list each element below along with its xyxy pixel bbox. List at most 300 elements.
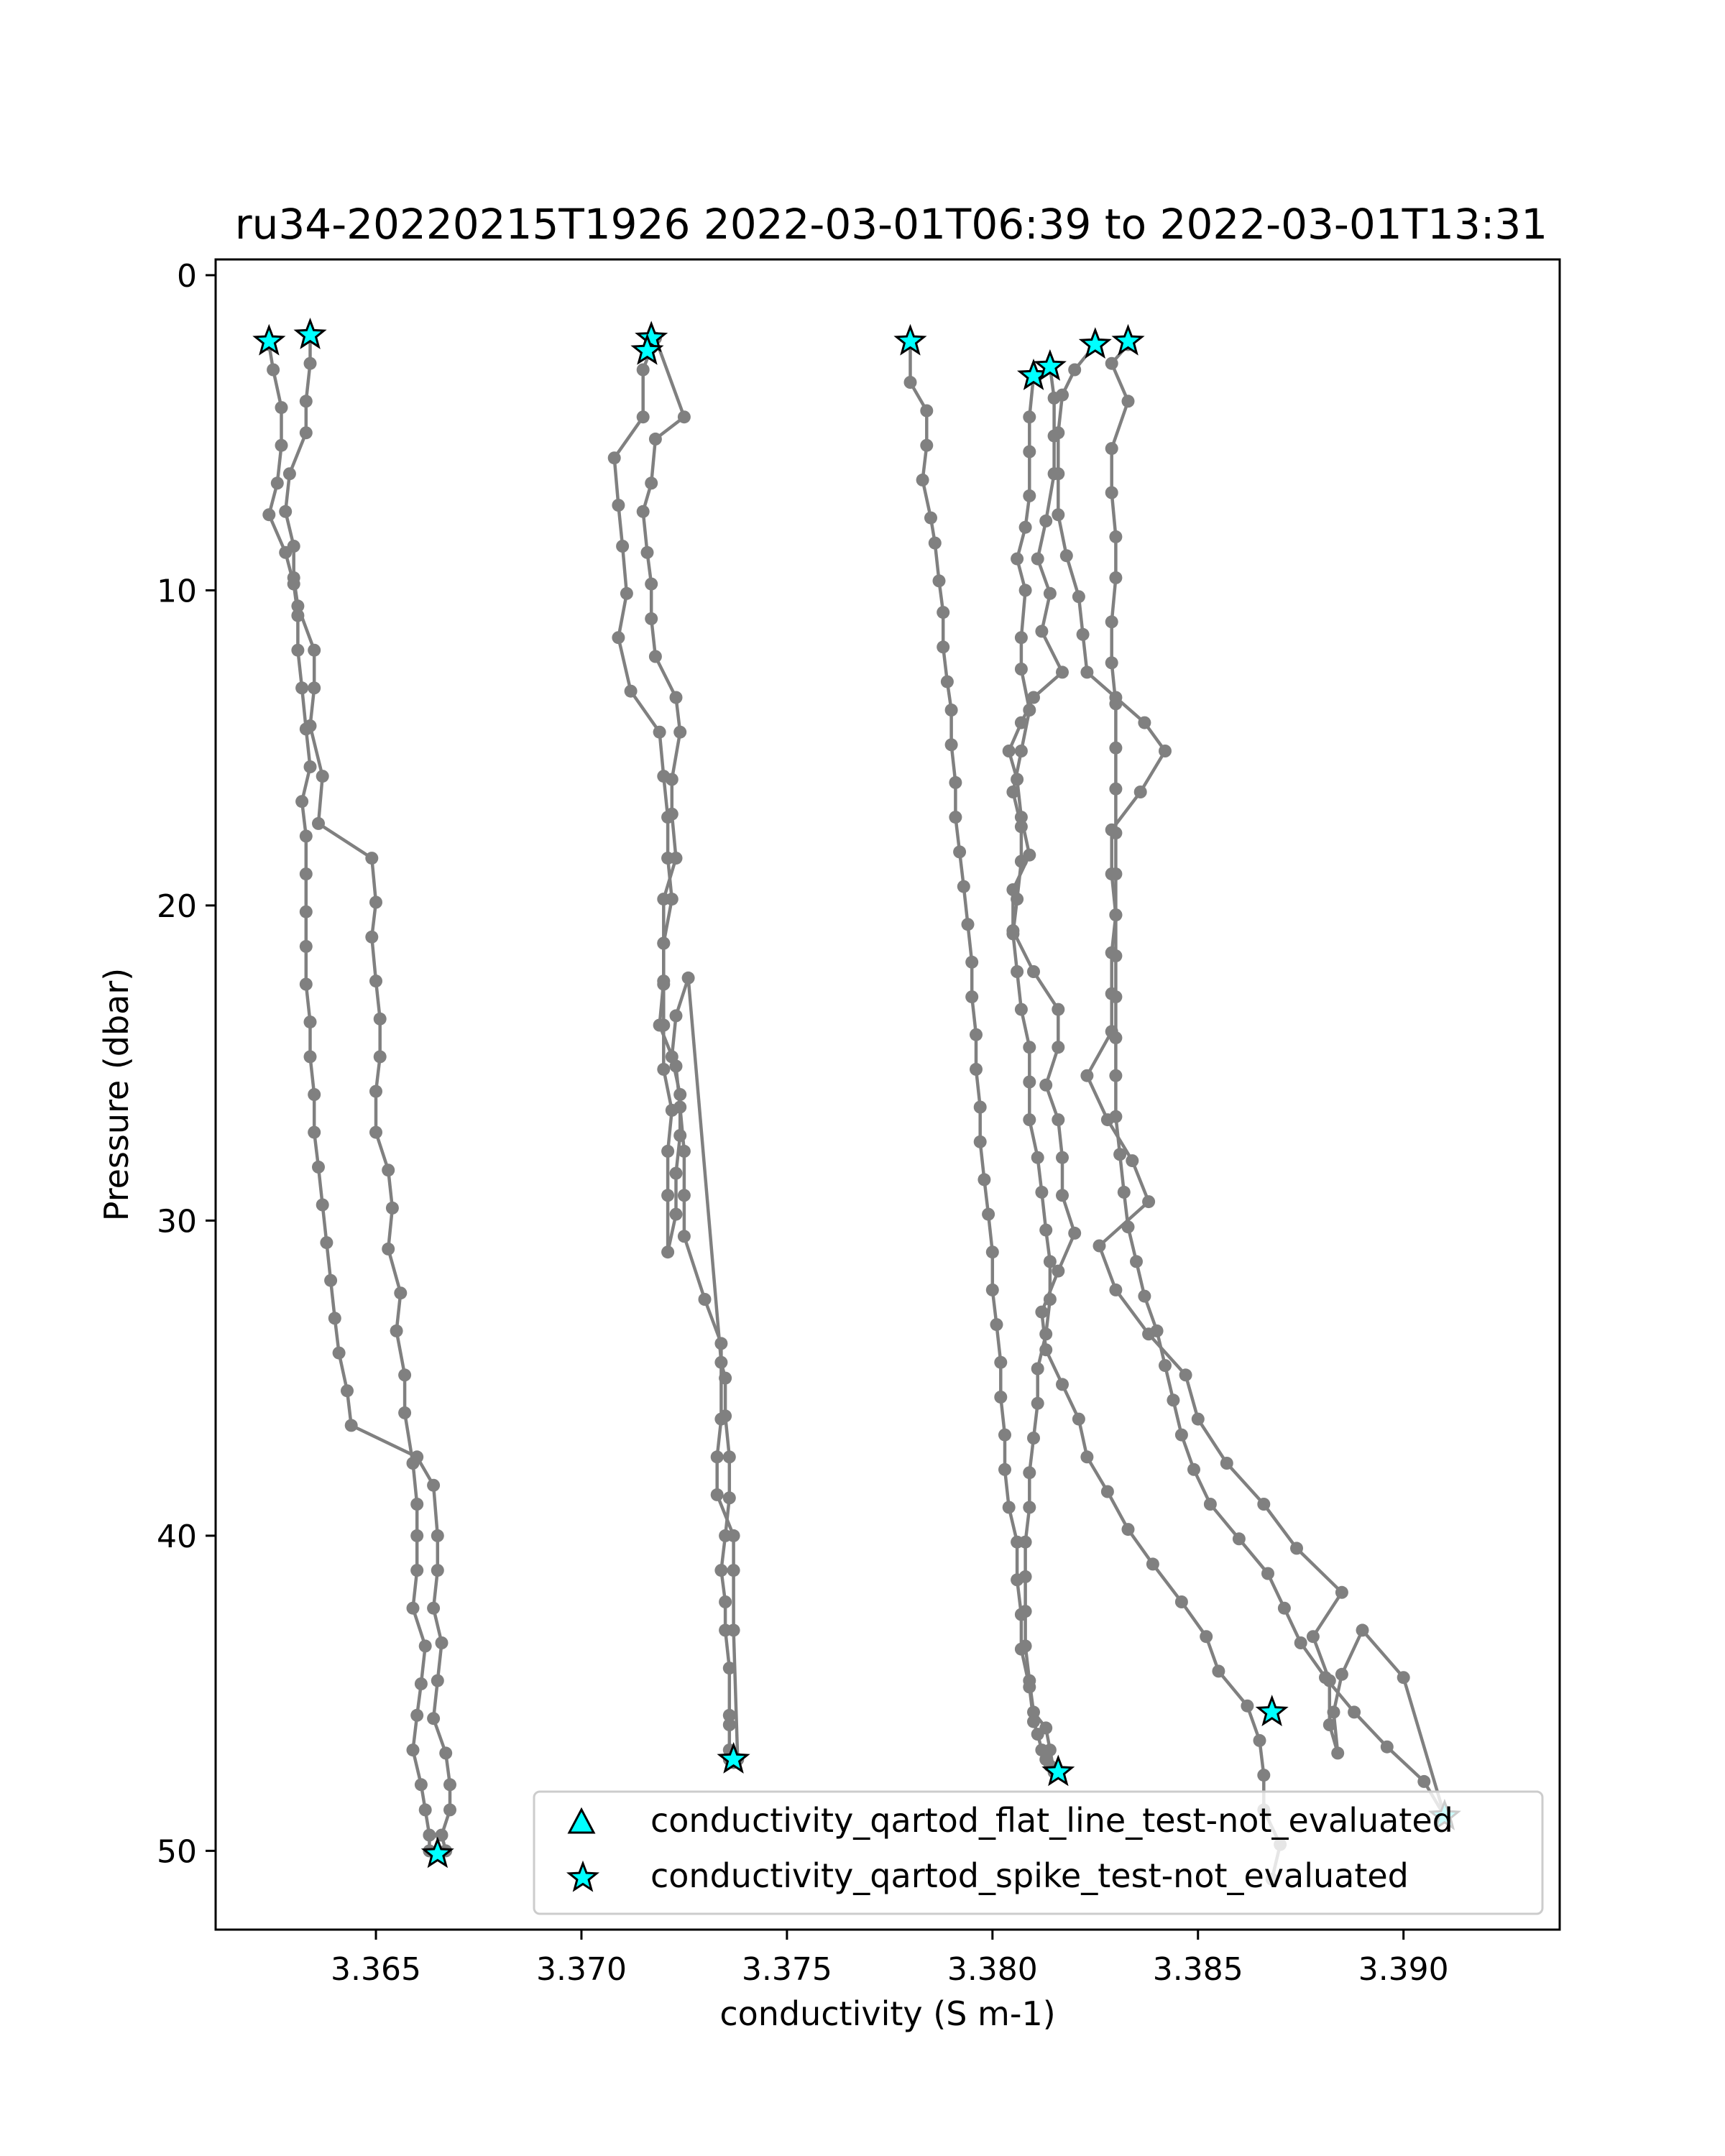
data-point	[1044, 1743, 1057, 1756]
data-point	[998, 1429, 1011, 1442]
data-point	[916, 474, 929, 487]
data-point	[308, 644, 321, 657]
data-point	[1068, 1227, 1081, 1240]
data-point	[1019, 1605, 1032, 1618]
data-point	[1015, 631, 1028, 644]
data-point	[374, 1050, 387, 1063]
data-point	[1015, 717, 1028, 729]
data-point	[970, 1028, 983, 1041]
data-point	[1179, 1368, 1192, 1381]
data-point	[427, 1602, 440, 1615]
data-point	[1039, 1079, 1052, 1092]
data-point	[300, 906, 313, 918]
data-point	[1052, 1003, 1064, 1016]
data-point	[410, 1709, 423, 1722]
data-point	[1035, 1306, 1048, 1319]
data-point	[1105, 357, 1118, 370]
data-point	[699, 1293, 712, 1306]
data-point	[1348, 1705, 1361, 1718]
data-point	[678, 1230, 691, 1243]
data-point	[369, 1085, 382, 1098]
data-point	[1105, 442, 1118, 455]
data-point	[1052, 1265, 1064, 1278]
data-point	[1039, 1721, 1052, 1734]
data-point	[1019, 1570, 1032, 1583]
data-point	[369, 896, 382, 909]
data-point	[1031, 1151, 1044, 1164]
data-point	[998, 1463, 1011, 1476]
data-point	[1031, 1397, 1044, 1410]
data-point	[653, 1019, 666, 1032]
data-point	[439, 1746, 452, 1759]
data-point	[1027, 1705, 1040, 1718]
data-point	[645, 476, 658, 489]
x-tick-label: 3.385	[1152, 1951, 1243, 1988]
y-tick-label: 50	[157, 1833, 197, 1871]
data-point	[1109, 826, 1122, 839]
data-point	[682, 972, 695, 985]
data-point	[1052, 508, 1064, 521]
data-point	[308, 1126, 321, 1139]
data-point	[670, 1009, 683, 1022]
data-point	[1109, 908, 1122, 921]
data-point	[312, 1161, 325, 1174]
data-point	[1159, 745, 1172, 757]
data-point	[279, 505, 292, 518]
data-point	[316, 1199, 329, 1212]
data-point	[407, 1457, 420, 1470]
data-point	[1200, 1630, 1213, 1643]
data-point	[1019, 1639, 1032, 1652]
legend-label-spike: conductivity_qartod_spike_test-not_evaluated	[650, 1856, 1409, 1895]
data-point	[1126, 1154, 1138, 1167]
data-point	[1015, 663, 1028, 676]
data-point	[990, 1318, 1003, 1331]
data-point	[1307, 1630, 1320, 1643]
data-point	[949, 811, 962, 824]
data-point	[637, 364, 650, 377]
data-point	[945, 704, 958, 717]
data-point	[423, 1829, 436, 1842]
y-tick-label: 10	[157, 573, 197, 610]
data-point	[1077, 628, 1090, 641]
data-point	[415, 1677, 428, 1690]
data-point	[673, 1101, 686, 1114]
data-point	[1019, 521, 1032, 534]
data-point	[407, 1743, 420, 1756]
data-point	[1290, 1542, 1303, 1554]
data-point	[1204, 1498, 1217, 1511]
y-tick-label: 0	[177, 257, 197, 295]
data-point	[1056, 389, 1069, 402]
data-point	[666, 808, 678, 821]
data-point	[670, 1208, 683, 1221]
data-point	[649, 433, 662, 446]
data-point	[415, 1778, 428, 1791]
data-point	[978, 1173, 990, 1186]
data-point	[1109, 697, 1122, 710]
data-point	[407, 1602, 420, 1615]
data-point	[431, 1674, 444, 1687]
data-point	[1006, 924, 1019, 937]
data-point	[1417, 1775, 1430, 1788]
data-point	[419, 1803, 432, 1816]
data-point	[933, 574, 946, 587]
data-point	[345, 1419, 358, 1432]
data-point	[390, 1325, 403, 1337]
y-tick-label: 20	[157, 888, 197, 925]
data-point	[300, 395, 313, 407]
data-point	[1192, 1413, 1205, 1426]
data-point	[723, 1450, 736, 1463]
data-point	[1331, 1746, 1344, 1759]
data-point	[1319, 1671, 1332, 1684]
data-point	[1039, 1343, 1052, 1356]
data-point	[1027, 691, 1040, 704]
x-tick-label: 3.365	[331, 1951, 422, 1988]
data-point	[612, 631, 625, 644]
data-point	[714, 1337, 727, 1350]
data-point	[1027, 1432, 1040, 1445]
data-point	[324, 1274, 337, 1287]
data-point	[431, 1529, 444, 1542]
data-point	[300, 426, 313, 439]
data-point	[308, 1088, 321, 1101]
data-point	[1031, 553, 1044, 566]
data-point	[1044, 587, 1057, 600]
data-point	[320, 1236, 333, 1249]
data-point	[1027, 965, 1040, 978]
data-point	[1130, 1255, 1143, 1268]
data-point	[1015, 1003, 1028, 1016]
data-point	[1257, 1498, 1270, 1511]
data-point	[365, 931, 378, 944]
data-point	[666, 773, 678, 786]
data-point	[1335, 1586, 1348, 1599]
data-point	[965, 956, 978, 969]
data-point	[1261, 1567, 1274, 1580]
data-point	[1109, 1031, 1122, 1044]
data-point	[288, 571, 300, 584]
data-point	[673, 726, 686, 739]
data-point	[291, 599, 304, 612]
data-point	[1212, 1664, 1225, 1677]
data-point	[1335, 1668, 1348, 1681]
data-point	[986, 1245, 999, 1258]
data-point	[1052, 1041, 1064, 1054]
data-point	[1023, 1076, 1036, 1089]
data-point	[316, 770, 329, 783]
data-point	[994, 1391, 1007, 1404]
data-point	[657, 893, 670, 906]
data-point	[1105, 487, 1118, 499]
data-point	[641, 546, 654, 559]
data-point	[1023, 704, 1036, 717]
data-point	[382, 1164, 395, 1176]
data-point	[1056, 1189, 1069, 1202]
data-point	[410, 1498, 423, 1511]
data-point	[608, 451, 621, 464]
data-point	[436, 1636, 448, 1649]
data-point	[661, 1189, 674, 1202]
data-point	[657, 937, 670, 950]
data-point	[1175, 1595, 1188, 1608]
data-point	[1122, 1220, 1135, 1233]
data-point	[670, 1167, 683, 1180]
data-point	[1080, 1450, 1093, 1463]
data-point	[267, 364, 280, 377]
data-point	[283, 467, 296, 480]
data-point	[673, 1088, 686, 1101]
data-point	[924, 512, 937, 525]
data-point	[1187, 1463, 1200, 1476]
data-point	[711, 1450, 724, 1463]
data-point	[365, 852, 378, 865]
data-point	[1146, 1557, 1159, 1570]
data-point	[1105, 656, 1118, 669]
data-point	[1011, 773, 1024, 786]
data-point	[1019, 584, 1032, 596]
data-point	[291, 644, 304, 657]
x-tick-label: 3.390	[1358, 1951, 1449, 1988]
data-point	[974, 1101, 987, 1114]
data-point	[957, 880, 970, 893]
data-point	[714, 1356, 727, 1369]
data-point	[1220, 1457, 1233, 1470]
data-point	[374, 1013, 387, 1026]
data-point	[1080, 1069, 1093, 1082]
data-point	[1080, 665, 1093, 678]
data-point	[1039, 1327, 1052, 1340]
data-point	[1241, 1700, 1254, 1713]
data-point	[427, 1479, 440, 1492]
x-tick-label: 3.375	[741, 1951, 832, 1988]
data-point	[714, 1413, 727, 1426]
data-point	[1056, 665, 1069, 678]
data-point	[1093, 1240, 1106, 1253]
data-point	[1052, 426, 1064, 439]
data-point	[612, 499, 625, 512]
data-point	[661, 1145, 674, 1158]
data-point	[1323, 1718, 1336, 1731]
data-point	[1109, 783, 1122, 796]
data-point	[1328, 1705, 1340, 1718]
data-point	[431, 1564, 444, 1577]
data-point	[1052, 467, 1064, 480]
data-point	[962, 918, 975, 931]
data-point	[419, 1639, 432, 1652]
data-point	[410, 1564, 423, 1577]
data-point	[1105, 615, 1118, 628]
x-tick-label: 3.370	[535, 1951, 627, 1988]
data-point	[1109, 1069, 1122, 1082]
data-point	[1072, 1413, 1085, 1426]
data-point	[382, 1243, 395, 1256]
data-point	[300, 940, 313, 953]
data-point	[625, 685, 638, 698]
data-point	[1109, 1110, 1122, 1123]
data-point	[920, 405, 933, 418]
data-point	[1003, 1501, 1016, 1514]
data-point	[1134, 786, 1147, 798]
data-point	[288, 540, 300, 553]
data-point	[1167, 1393, 1179, 1406]
data-point	[1023, 489, 1036, 502]
data-point	[661, 1245, 674, 1258]
data-point	[328, 1312, 341, 1325]
data-point	[727, 1564, 740, 1577]
data-point	[394, 1286, 407, 1299]
data-point	[369, 1126, 382, 1139]
data-point	[1138, 1290, 1151, 1303]
data-point	[637, 505, 650, 518]
data-point	[300, 829, 313, 842]
data-point	[937, 640, 949, 653]
data-point	[714, 1564, 727, 1577]
data-point	[1023, 1041, 1036, 1054]
data-point	[398, 1406, 411, 1419]
y-axis-label: Pressure (dbar)	[97, 967, 136, 1222]
data-point	[1397, 1671, 1410, 1684]
y-tick-label: 30	[157, 1203, 197, 1240]
data-point	[1109, 571, 1122, 584]
data-point	[1006, 786, 1019, 798]
data-point	[443, 1778, 456, 1791]
data-point	[723, 1491, 736, 1504]
data-point	[1175, 1429, 1188, 1442]
data-point	[386, 1202, 399, 1215]
data-point	[678, 1189, 691, 1202]
data-point	[1109, 530, 1122, 543]
data-point	[1015, 811, 1028, 824]
data-point	[929, 537, 942, 550]
data-point	[1113, 1148, 1126, 1161]
data-point	[982, 1208, 995, 1221]
data-point	[653, 726, 666, 739]
data-point	[1003, 745, 1016, 757]
data-point	[262, 508, 275, 521]
data-point	[719, 1372, 732, 1385]
legend	[534, 1792, 1542, 1914]
data-point	[1356, 1623, 1369, 1636]
data-point	[1142, 1195, 1155, 1208]
data-point	[945, 738, 958, 751]
data-point	[1023, 410, 1036, 423]
data-point	[1023, 1466, 1036, 1479]
data-point	[1060, 549, 1073, 562]
data-point	[1294, 1636, 1307, 1649]
data-point	[637, 410, 650, 423]
data-point	[645, 578, 658, 591]
data-point	[1151, 1325, 1164, 1337]
data-point	[670, 1060, 683, 1073]
data-point	[1109, 867, 1122, 880]
data-point	[1109, 1284, 1122, 1296]
data-point	[1109, 742, 1122, 755]
data-point	[1023, 1113, 1036, 1126]
data-point	[937, 606, 949, 619]
data-point	[719, 1595, 732, 1608]
data-point	[295, 795, 308, 808]
data-point	[1072, 590, 1085, 603]
data-point	[312, 817, 325, 830]
data-point	[1109, 949, 1122, 962]
data-point	[711, 1488, 724, 1501]
data-point	[1031, 1363, 1044, 1376]
data-point	[649, 650, 662, 663]
data-point	[670, 852, 683, 865]
data-point	[1109, 990, 1122, 1003]
data-point	[1035, 1186, 1048, 1199]
data-point	[1254, 1734, 1266, 1747]
data-point	[443, 1803, 456, 1816]
data-point	[1068, 364, 1081, 377]
data-point	[974, 1135, 987, 1148]
data-point	[1011, 965, 1024, 978]
data-point	[620, 587, 633, 600]
data-point	[410, 1529, 423, 1542]
data-point	[904, 376, 917, 389]
legend-label-flat-line: conductivity_qartod_flat_line_test-not_evaluated	[650, 1801, 1453, 1840]
data-point	[1019, 1536, 1032, 1549]
data-point	[300, 978, 313, 991]
data-point	[986, 1284, 999, 1296]
data-point	[1006, 883, 1019, 896]
data-point	[300, 867, 313, 880]
data-point	[941, 676, 954, 688]
data-point	[275, 439, 288, 452]
data-point	[1381, 1741, 1394, 1754]
data-point	[398, 1368, 411, 1381]
data-point	[1056, 1378, 1069, 1391]
data-point	[341, 1384, 354, 1397]
data-point	[645, 612, 658, 625]
data-point	[1039, 1224, 1052, 1237]
data-point	[723, 1718, 736, 1731]
data-point	[1159, 1359, 1172, 1372]
data-point	[949, 776, 962, 789]
data-point	[616, 540, 629, 553]
data-point	[1233, 1532, 1246, 1545]
data-point	[657, 1063, 670, 1076]
data-point	[994, 1356, 1007, 1369]
data-point	[1278, 1602, 1291, 1615]
data-point	[673, 1129, 686, 1142]
data-point	[1015, 745, 1028, 757]
data-point	[304, 760, 317, 773]
data-point	[1052, 1113, 1064, 1126]
data-point	[427, 1712, 440, 1725]
data-point	[304, 357, 317, 370]
data-point	[271, 476, 284, 489]
data-point	[670, 691, 683, 704]
data-point	[333, 1347, 346, 1360]
data-point	[657, 975, 670, 987]
data-point	[1056, 1151, 1069, 1164]
data-point	[953, 845, 966, 858]
y-tick-label: 40	[157, 1518, 197, 1555]
data-point	[965, 990, 978, 1003]
data-point	[1023, 849, 1036, 862]
data-point	[727, 1529, 740, 1542]
data-point	[1118, 1186, 1131, 1199]
x-axis-label: conductivity (S m-1)	[719, 1994, 1056, 2033]
x-tick-label: 3.380	[947, 1951, 1038, 1988]
data-point	[1044, 1293, 1057, 1306]
chart-title: ru34-20220215T1926 2022-03-01T06:39 to 2022-03-01T13:31	[234, 200, 1548, 249]
data-point	[1023, 1674, 1036, 1687]
data-point	[304, 1015, 317, 1028]
